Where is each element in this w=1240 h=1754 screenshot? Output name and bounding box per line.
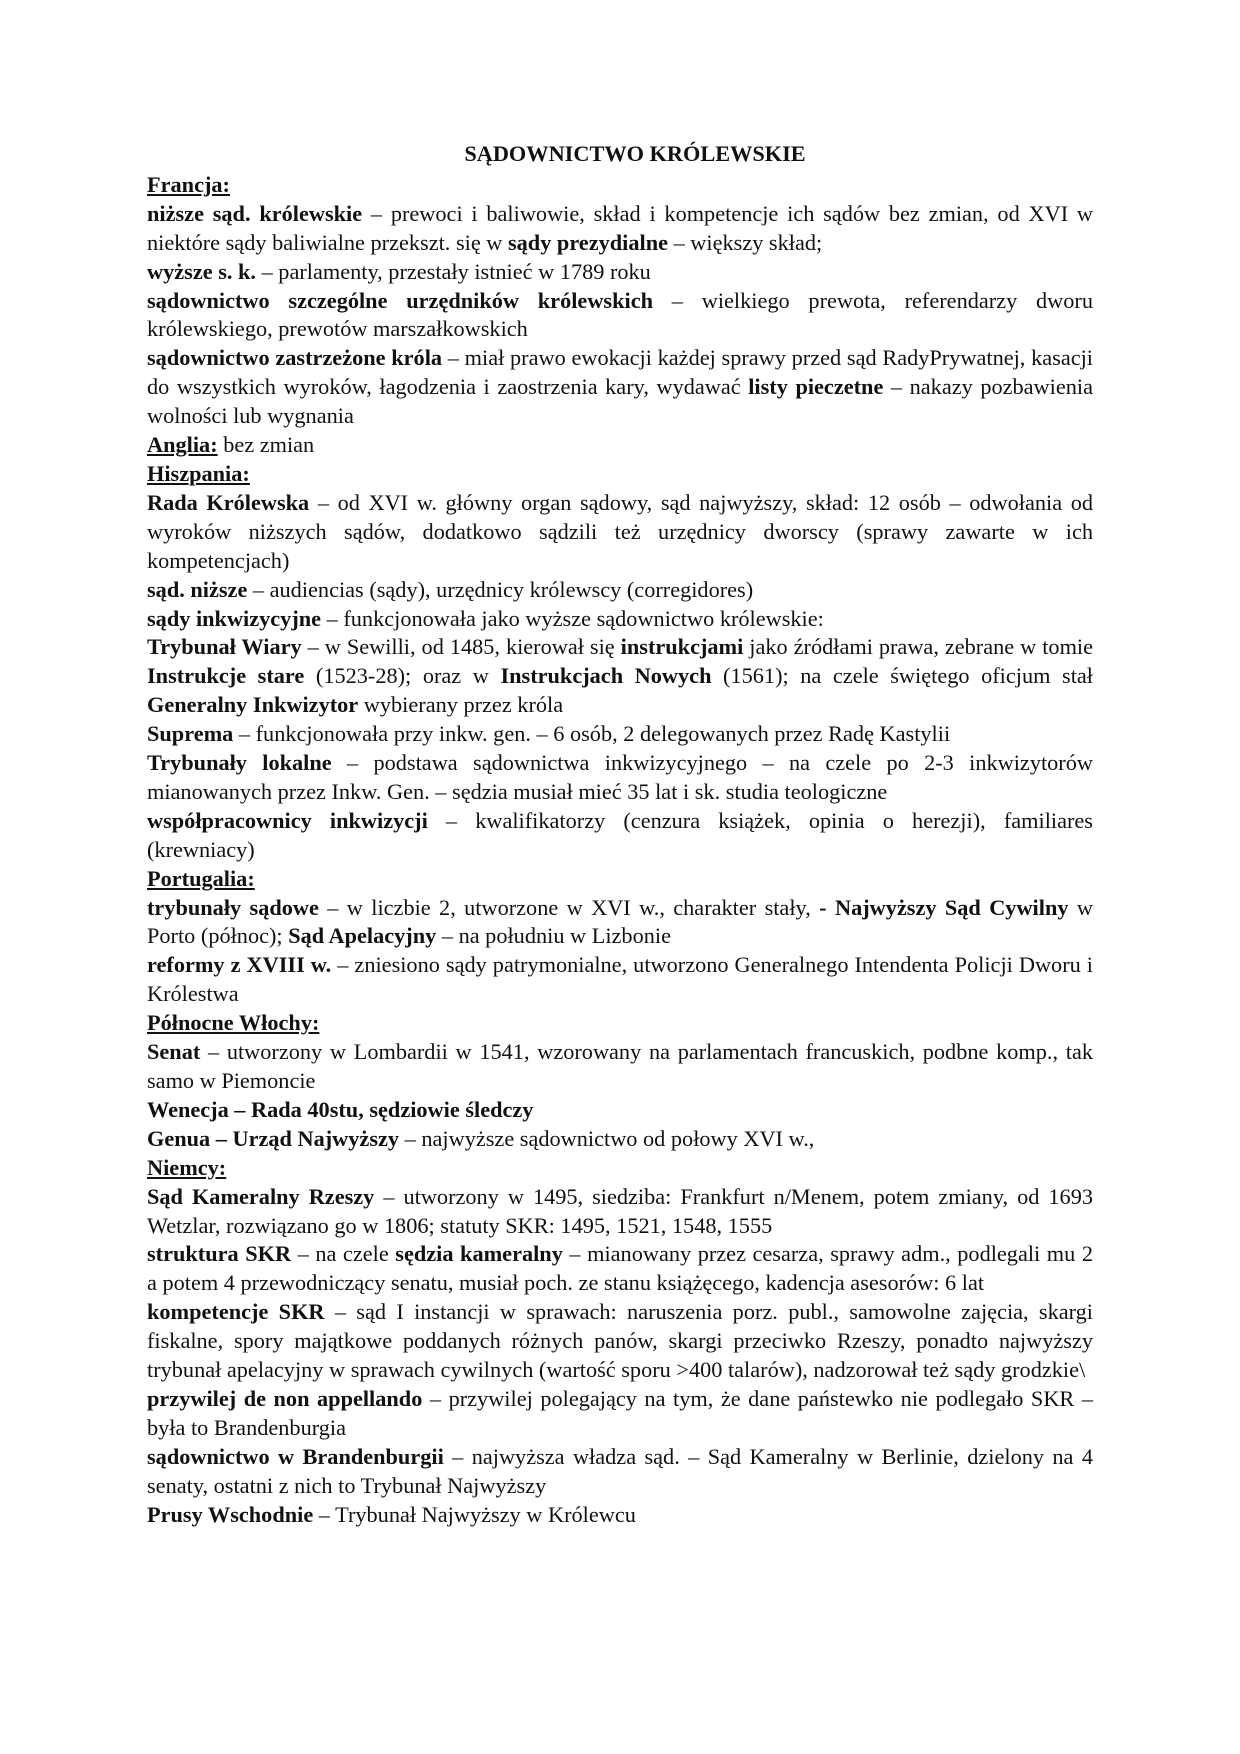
entry-text: – najwyższa władza sąd. – Sąd Kameralny w Berlinie, dzielony na 4 senaty, ostatni z nich to Trybunał Najwyższy — [147, 1443, 1093, 1498]
entry-text: – funkcjonowała jako wyższe sądownictwo królewskie: — [321, 605, 824, 631]
document-page — [147, 140, 1093, 1530]
entry-text: – mianowany przez cesarza, sprawy adm., podlegali mu 2 a potem 4 przewodniczący senatu, musiał poch. ze stanu książęcego, kadencja asesorów: 6 lat — [147, 1241, 1093, 1296]
entry-term: Senat — [147, 1039, 201, 1065]
entry-term: wyższe s. k. — [147, 258, 256, 284]
entry-text: – prewoci i baliwowie, skład i kompetencje ich sądów bez zmian, od XVI w niektóre sądy baliwialne przekszt. się w — [147, 200, 1093, 255]
entry-text: – funkcjonowała przy inkw. gen. – 6 osób, 2 delegowanych przez Radę Kastylii — [233, 721, 951, 747]
section-heading-line — [147, 460, 1093, 489]
entry-term: Trybunał Wiary — [147, 634, 302, 660]
entry-text: – nakazy pozbawienia wolności lub wygnania — [147, 374, 1093, 429]
section-heading-line — [147, 1009, 1093, 1038]
entry-term: Genua – Urząd Najwyższy — [147, 1125, 400, 1151]
section-heading: Północne Włochy: — [147, 1010, 320, 1036]
entry-paragraph — [147, 720, 1093, 749]
entry-term: Sąd Kameralny Rzeszy — [147, 1183, 375, 1209]
entry-paragraph — [147, 605, 1093, 634]
entry-term: listy pieczetne — [748, 374, 884, 400]
entry-term: sądy inkwizycyjne — [147, 605, 322, 631]
entry-term: przywilej de non appellando — [147, 1385, 423, 1411]
section-heading: Hiszpania: — [147, 460, 250, 486]
entry-paragraph — [147, 1038, 1093, 1096]
entry-term: Sąd Apelacyjny — [288, 923, 437, 949]
entry-paragraph — [147, 1125, 1093, 1154]
entry-text: – Trybunał Najwyższy w Królewcu — [313, 1501, 636, 1527]
entry-text: – w Sewilli, od 1485, kierował się — [301, 634, 621, 660]
section-heading: Portugalia: — [147, 865, 255, 891]
entry-text: – przywilej polegający na tym, że dane państewko nie podlegało SKR – była to Brandenburgia — [147, 1385, 1093, 1440]
entry-term: kompetencje SKR — [147, 1299, 325, 1325]
entry-term: sądownictwo szczególne urzędników królewskich — [147, 287, 653, 313]
section-heading-line — [147, 865, 1093, 894]
entry-term: Rada Królewska — [147, 489, 310, 515]
entry-text: (1561); na czele świętego oficjum stał — [711, 663, 1093, 689]
entry-term: sądownictwo zastrzeżone króla — [147, 345, 443, 371]
entry-term: sądownictwo w Brandenburgii — [147, 1443, 444, 1469]
document-body — [147, 171, 1093, 1530]
entry-text: – najwyższe sądownictwo od połowy XVI w., — [399, 1125, 815, 1151]
entry-paragraph — [147, 1096, 1093, 1125]
entry-term: sądy prezydialne — [507, 229, 668, 255]
entry-text: – zniesiono sądy patrymonialne, utworzono Generalnego Intendenta Policji Dworu i Królestwa — [147, 952, 1093, 1007]
entry-term: Instrukcje stare — [147, 663, 305, 689]
entry-term: Suprema — [147, 721, 234, 747]
entry-text: – większy skład; — [668, 229, 823, 255]
entry-term: sędzia kameralny — [395, 1241, 563, 1267]
entry-term: Instrukcjach Nowych — [500, 663, 712, 689]
entry-paragraph — [147, 807, 1093, 865]
section-heading: Francja: — [147, 171, 230, 197]
entry-text: – wielkiego prewota, referendarzy dworu królewskiego, prewotów marszałkowskich — [147, 287, 1093, 342]
entry-paragraph — [147, 200, 1093, 258]
entry-text: wybierany przez króla — [358, 692, 564, 718]
section-heading-line — [147, 431, 1093, 460]
entry-paragraph — [147, 1501, 1093, 1530]
entry-paragraph — [147, 749, 1093, 807]
entry-text: – kwalifikatorzy (cenzura książek, opinia o herezji), familiares (krewniacy) — [147, 807, 1093, 862]
entry-text: – w liczbie 2, utworzone w XVI w., charakter stały, — [318, 894, 820, 920]
entry-term: Generalny Inkwizytor — [147, 692, 359, 718]
section-heading-line — [147, 171, 1093, 200]
entry-text: – na południu w Lizbonie — [436, 923, 671, 949]
entry-text: (1523-28); oraz w — [304, 663, 501, 689]
section-heading: Anglia: — [147, 432, 218, 458]
entry-paragraph — [147, 894, 1093, 952]
section-heading: Niemcy: — [147, 1154, 227, 1180]
entry-paragraph — [147, 258, 1093, 287]
entry-term: sąd. niższe — [147, 576, 248, 602]
entry-term: Trybunały lokalne — [147, 750, 332, 776]
entry-paragraph — [147, 1443, 1093, 1501]
entry-paragraph — [147, 287, 1093, 345]
entry-paragraph — [147, 1385, 1093, 1443]
entry-text: jako źródłami prawa, zebrane w tomie — [743, 634, 1093, 660]
entry-text: – sąd I instancji w sprawach: naruszenia porz. publ., samowolne zajęcia, skargi fiskalne, spory majątkowe poddanych różnych panów, skargi przeciwko Rzeszy, ponadto najwyższy trybunał apelacyjny w sprawach cywilnych (wartość sporu >400 talarów), nadzorował też sądy grodzkie\ — [147, 1299, 1094, 1383]
entry-paragraph — [147, 344, 1093, 431]
entry-term: struktura SKR — [147, 1241, 292, 1267]
entry-term: Wenecja – Rada 40stu, sędziowie śledczy — [147, 1096, 534, 1122]
entry-paragraph — [147, 489, 1093, 576]
entry-term: współpracownicy inkwizycji — [147, 807, 428, 833]
entry-text: – audiencias (sądy), urzędnicy królewscy (corregidores) — [247, 576, 754, 602]
entry-paragraph — [147, 576, 1093, 605]
entry-term: trybunały sądowe — [147, 894, 319, 920]
entry-text: – parlamenty, przestały istnieć w 1789 roku — [256, 258, 651, 284]
entry-paragraph — [147, 633, 1093, 720]
entry-paragraph — [147, 1298, 1093, 1385]
document-title: SĄDOWNICTWO KRÓLEWSKIE — [464, 141, 806, 166]
entry-text: – na czele — [291, 1241, 396, 1267]
entry-paragraph — [147, 1240, 1093, 1298]
entry-paragraph — [147, 1183, 1093, 1241]
entry-text: – utworzony w 1495, siedziba: Frankfurt n/Menem, potem zmiany, od 1693 Wetzlar, rozwiązano go w 1806; statuty SKR: 1495, 1521, 1548, 1555 — [147, 1183, 1093, 1238]
entry-text: – od XVI w. główny organ sądowy, sąd najwyższy, skład: 12 osób – odwołania od wyroków niższych sądów, dodatkowo sądzili też urzędnicy dworscy (sprawy zawarte w ich kompetencjach) — [147, 489, 1093, 573]
entry-term: - Najwyższy Sąd Cywilny — [819, 894, 1069, 920]
entry-text: – utworzony w Lombardii w 1541, wzorowany na parlamentach francuskich, podbne komp., tak samo w Piemoncie — [147, 1039, 1093, 1093]
entry-term: niższe sąd. królewskie — [147, 200, 363, 226]
entry-term: reformy z XVIII w. — [147, 952, 332, 978]
section-heading-line — [147, 1154, 1093, 1183]
entry-text: w Porto (północ); — [147, 894, 1093, 949]
entry-paragraph — [147, 951, 1093, 1009]
entry-term: instrukcjami — [620, 634, 744, 660]
entry-term: Prusy Wschodnie — [147, 1501, 314, 1527]
section-heading-note: bez zmian — [217, 432, 315, 458]
entry-text: – miał prawo ewokacji każdej sprawy przed sąd RadyPrywatnej, kasacji do wszystkich wyroków, łagodzenia i zaostrzenia kary, wydawać — [147, 345, 1094, 400]
entry-text: – podstawa sądownictwa inkwizycyjnego – na czele po 2-3 inkwizytorów mianowanych przez Inkw. Gen. – sędzia musiał mieć 35 lat i sk. studia teologiczne — [147, 750, 1093, 804]
